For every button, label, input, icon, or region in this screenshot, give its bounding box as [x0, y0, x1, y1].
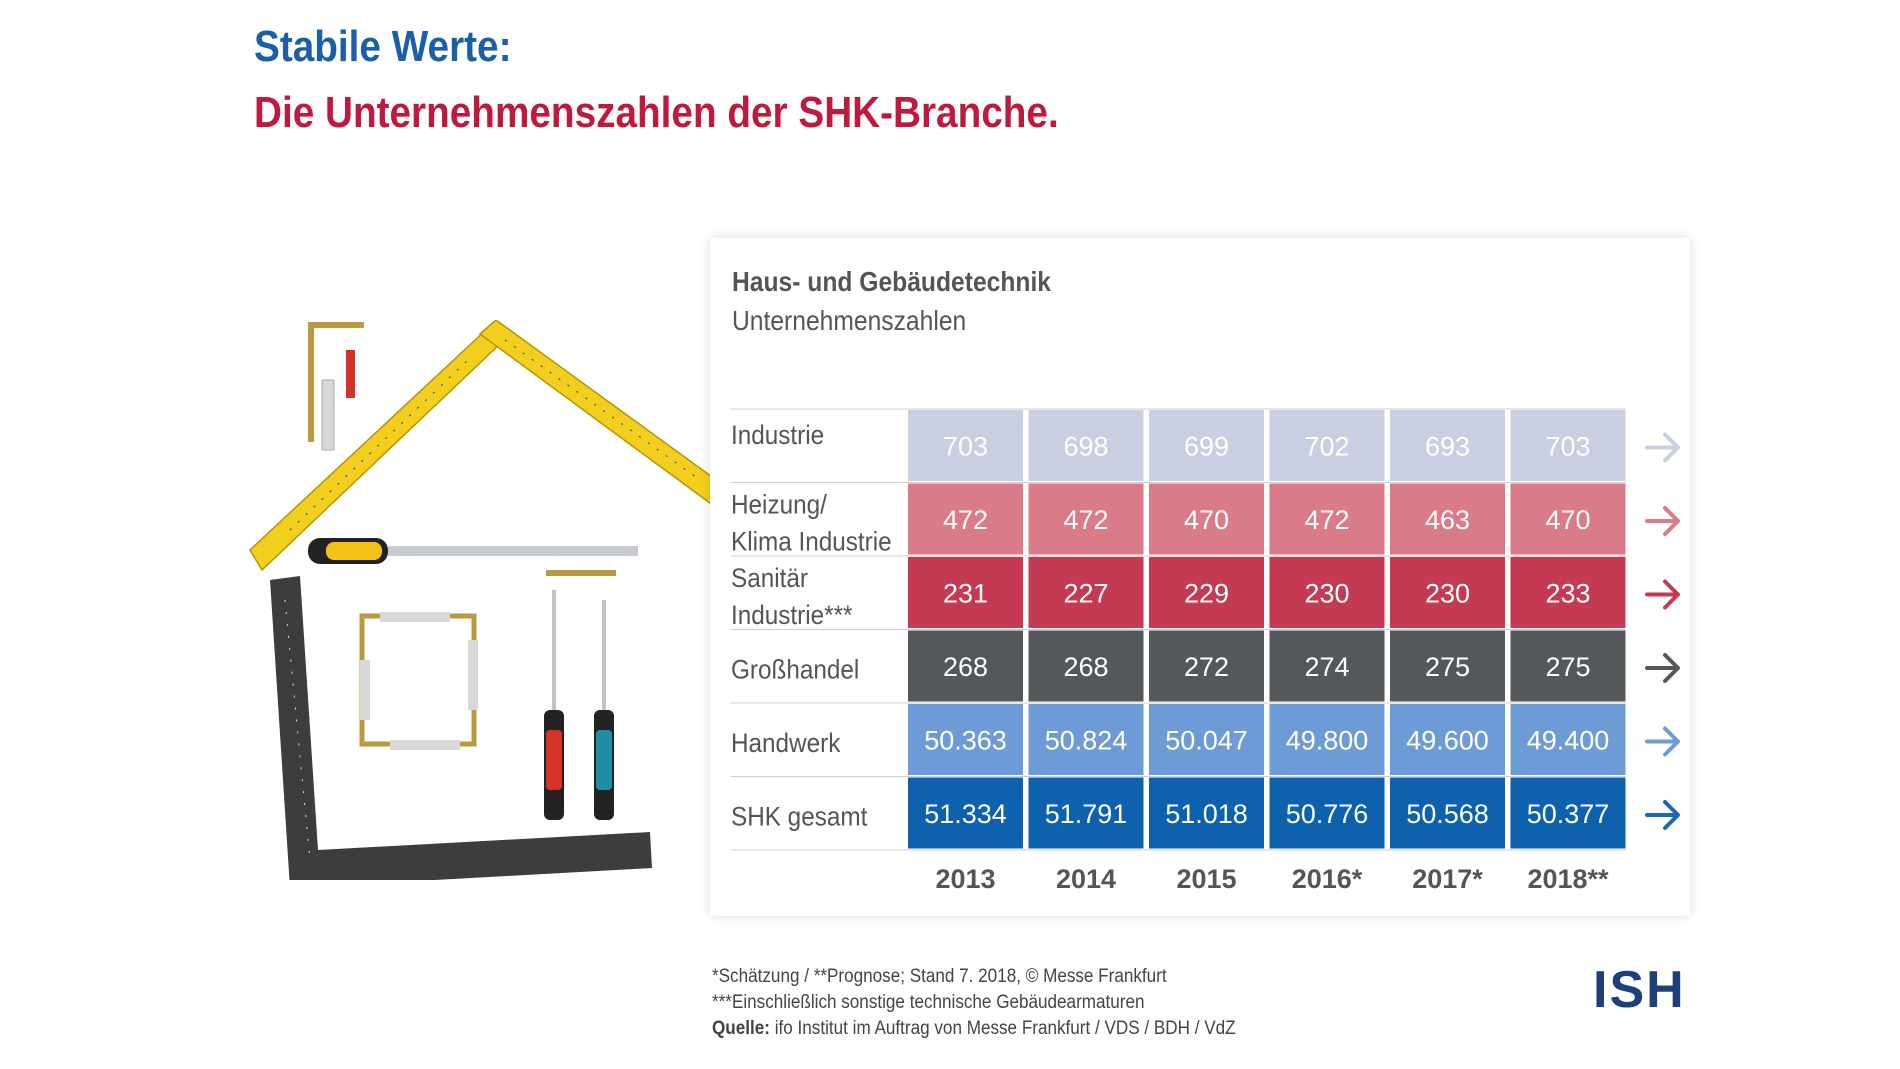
cell-value: 49.400 [1526, 725, 1610, 756]
cell-value: 231 [942, 578, 989, 609]
cell-value: 230 [1424, 578, 1471, 609]
year-label: 2017* [1412, 864, 1483, 894]
cell-value: 275 [1545, 652, 1591, 682]
cell-value: 227 [1063, 578, 1109, 609]
footnote-including: ***Einschließlich sonstige technische Gebäudearmaturen [712, 992, 1145, 1013]
cell-value: 51.334 [924, 799, 1007, 829]
cell-value: 472 [942, 505, 989, 535]
cell-value: 698 [1063, 431, 1109, 462]
cell-value: 463 [1424, 505, 1471, 535]
row-label: Großhandel [731, 655, 860, 685]
cell-value: 272 [1183, 652, 1230, 682]
cell-value: 50.377 [1526, 799, 1610, 829]
cell-value: 51.791 [1044, 799, 1128, 829]
trend-arrow-icon [1647, 655, 1678, 681]
year-label: 2013 [935, 864, 996, 894]
cell-value: 470 [1183, 505, 1230, 535]
cell-value: 472 [1304, 505, 1350, 535]
cell-value: 49.800 [1285, 725, 1369, 756]
cell-value: 50.568 [1406, 799, 1489, 829]
cell-value: 268 [1063, 652, 1109, 682]
row-label: Industrie [731, 420, 825, 451]
cell-value: 699 [1183, 431, 1230, 462]
trend-arrow-icon [1647, 508, 1678, 534]
cell-value: 702 [1304, 431, 1350, 462]
source-text: ifo Institut im Auftrag von Messe Frankfurt / VDS / BDH / VdZ [769, 1018, 1236, 1039]
cell-value: 50.047 [1165, 725, 1248, 756]
cell-value: 50.363 [924, 725, 1007, 756]
panel-title: Haus- und Gebäudetechnik [732, 266, 1051, 297]
cell-value: 703 [1545, 431, 1591, 462]
cell-value: 470 [1545, 505, 1591, 535]
cell-value: 230 [1304, 578, 1350, 609]
trend-arrow-icon [1647, 435, 1678, 461]
cell-value: 49.600 [1406, 725, 1489, 756]
source-label: Quelle: [712, 1018, 770, 1039]
cell-value: 274 [1304, 652, 1350, 682]
row-label: SHK gesamt [731, 802, 868, 832]
year-label: 2015 [1176, 864, 1237, 894]
row-label: Klima Industrie [731, 527, 892, 557]
cell-value: 275 [1424, 652, 1471, 682]
trend-arrow-icon [1647, 582, 1678, 608]
cell-value: 472 [1063, 505, 1109, 535]
heading-line-1: Stabile Werte: [254, 22, 512, 71]
row-label: Heizung/ [731, 490, 827, 520]
year-label: 2016* [1291, 864, 1363, 894]
trend-arrow-icon [1647, 729, 1678, 755]
row-label: Sanitär [731, 563, 808, 594]
cell-value: 693 [1424, 431, 1471, 462]
cell-value: 50.824 [1044, 725, 1128, 756]
cell-value: 233 [1545, 578, 1591, 609]
ish-logo: ISH [1593, 961, 1686, 1019]
row-label: Handwerk [731, 728, 841, 759]
trend-arrow-icon [1647, 802, 1678, 828]
row-label: Industrie*** [731, 600, 853, 631]
cell-value: 703 [942, 431, 989, 462]
cell-value: 51.018 [1165, 799, 1248, 829]
cell-value: 268 [942, 652, 989, 682]
cell-value: 50.776 [1285, 799, 1369, 829]
year-label: 2014 [1055, 864, 1117, 894]
heading-line-2: Die Unternehmenszahlen der SHK-Branche. [254, 88, 1059, 137]
panel-subtitle: Unternehmenszahlen [732, 305, 967, 336]
year-label: 2018** [1527, 864, 1609, 894]
cell-value: 229 [1183, 578, 1230, 609]
footnote-estimate: *Schätzung / **Prognose; Stand 7. 2018, © Messe Frankfurt [712, 966, 1167, 987]
footnote-source [712, 1018, 1236, 1040]
